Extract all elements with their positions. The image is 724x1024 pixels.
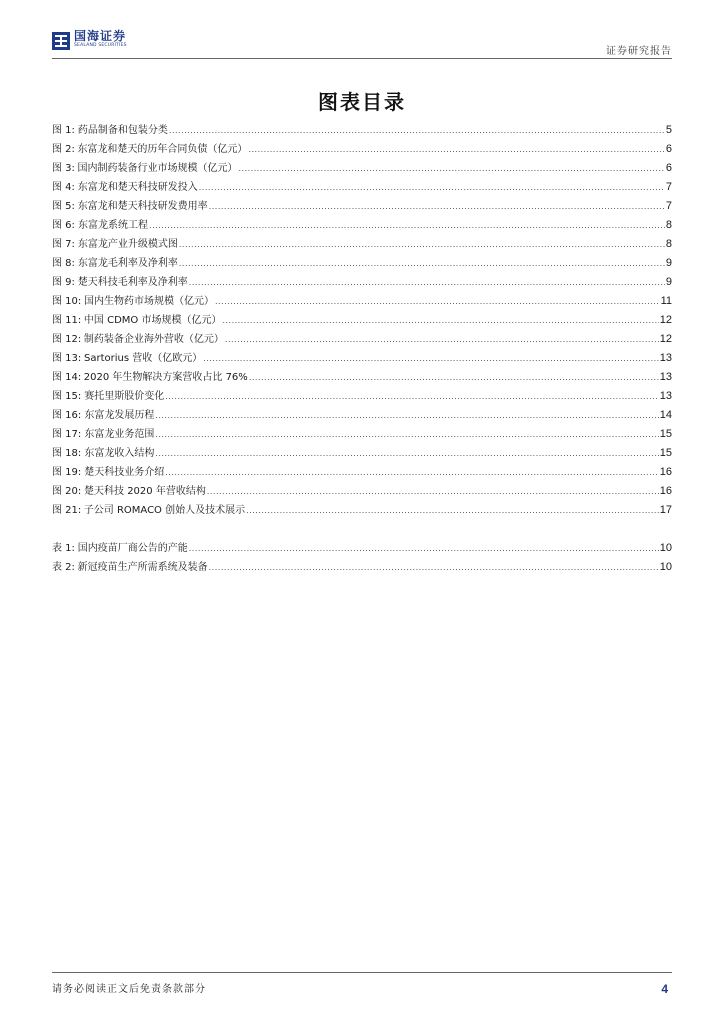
entry-title: 楚天科技 2020 年营收结构 xyxy=(84,486,206,497)
dot-leader xyxy=(249,368,659,387)
entry-page-number: 6 xyxy=(665,162,672,174)
dot-leader xyxy=(179,254,665,273)
entry-page-number: 14 xyxy=(659,409,672,421)
entry-page-number: 17 xyxy=(659,504,672,516)
figure-entry[interactable] xyxy=(52,140,672,159)
entry-label: 图 6: xyxy=(52,220,75,231)
footer-divider xyxy=(52,972,672,973)
company-logo xyxy=(52,30,127,50)
entry-page-number: 15 xyxy=(659,447,672,459)
dot-leader xyxy=(149,216,665,235)
entry-page-number: 9 xyxy=(665,276,672,288)
header-divider xyxy=(52,58,672,59)
entry-label: 图 15: xyxy=(52,391,82,402)
entry-label: 图 11: xyxy=(52,315,82,326)
dot-leader xyxy=(165,463,658,482)
figure-entry[interactable] xyxy=(52,292,672,311)
table-of-figures xyxy=(52,121,672,577)
sealand-logo-icon xyxy=(52,32,70,50)
figure-entry[interactable] xyxy=(52,121,672,140)
entry-label: 图 18: xyxy=(52,448,82,459)
entry-page-number: 13 xyxy=(659,371,672,383)
entry-label: 表 1: xyxy=(52,543,75,554)
dot-leader xyxy=(248,140,664,159)
figure-entry[interactable] xyxy=(52,311,672,330)
page-header xyxy=(52,30,672,60)
entry-label: 图 3: xyxy=(52,163,75,174)
entry-label: 图 12: xyxy=(52,334,82,345)
entry-title: 楚天科技业务介绍 xyxy=(84,467,165,478)
dot-leader xyxy=(179,235,665,254)
entry-page-number: 6 xyxy=(665,143,672,155)
entry-title: 东富龙系统工程 xyxy=(78,220,149,231)
entry-label: 图 13: xyxy=(52,353,82,364)
entry-page-number: 7 xyxy=(665,200,672,212)
entry-label: 图 19: xyxy=(52,467,82,478)
dot-leader xyxy=(189,273,665,292)
entry-page-number: 13 xyxy=(659,352,672,364)
figure-entry[interactable] xyxy=(52,254,672,273)
dot-leader xyxy=(222,311,658,330)
entry-page-number: 9 xyxy=(665,257,672,269)
entry-title: 子公司 ROMACO 创始人及技术展示 xyxy=(83,505,246,516)
entry-title: 楚天科技毛利率及净利率 xyxy=(77,277,188,288)
figure-entry[interactable] xyxy=(52,482,672,501)
entry-page-number: 16 xyxy=(659,485,672,497)
entry-page-number: 8 xyxy=(665,219,672,231)
footer-disclaimer: 请务必阅读正文后免责条款部分 xyxy=(52,984,206,995)
figure-entry[interactable] xyxy=(52,216,672,235)
entry-title: 国内制药装备行业市场规模（亿元） xyxy=(77,163,238,174)
entry-page-number: 13 xyxy=(659,390,672,402)
entry-page-number: 12 xyxy=(659,333,672,345)
dot-leader xyxy=(155,425,658,444)
entry-page-number: 5 xyxy=(665,124,672,136)
figure-list xyxy=(52,121,672,520)
figure-entry[interactable] xyxy=(52,425,672,444)
entry-label: 图 1: xyxy=(52,125,75,136)
dot-leader xyxy=(165,387,658,406)
entry-title: 东富龙和楚天的历年合同负债（亿元） xyxy=(77,144,248,155)
entry-label: 图 10: xyxy=(52,296,82,307)
entry-title: 新冠疫苗生产所需系统及装备 xyxy=(77,562,208,573)
dot-leader xyxy=(225,330,659,349)
entry-page-number: 7 xyxy=(665,181,672,193)
table-entry[interactable] xyxy=(52,539,672,558)
entry-title: Sartorius 营收（亿欧元） xyxy=(84,353,203,364)
dot-leader xyxy=(209,558,659,577)
table-list xyxy=(52,539,672,577)
dot-leader xyxy=(169,121,665,140)
figure-entry[interactable] xyxy=(52,444,672,463)
entry-title: 东富龙业务范围 xyxy=(84,429,155,440)
entry-title: 2020 年生物解决方案营收占比 76% xyxy=(83,372,248,383)
figure-entry[interactable] xyxy=(52,406,672,425)
page-number: 4 xyxy=(661,982,668,996)
figure-entry[interactable] xyxy=(52,159,672,178)
figure-entry[interactable] xyxy=(52,463,672,482)
dot-leader xyxy=(239,159,665,178)
report-type: 证券研究报告 xyxy=(606,46,672,57)
entry-title: 东富龙和楚天科技研发投入 xyxy=(77,182,198,193)
dot-leader xyxy=(155,444,658,463)
entry-title: 国内生物药市场规模（亿元） xyxy=(83,296,214,307)
entry-page-number: 8 xyxy=(665,238,672,250)
entry-page-number: 10 xyxy=(659,561,672,573)
figure-entry[interactable] xyxy=(52,368,672,387)
entry-title: 中国 CDMO 市场规模（亿元） xyxy=(83,315,222,326)
figure-entry[interactable] xyxy=(52,330,672,349)
entry-label: 图 14: xyxy=(52,372,82,383)
entry-title: 东富龙和楚天科技研发费用率 xyxy=(77,201,208,212)
entry-label: 图 4: xyxy=(52,182,75,193)
entry-title: 国内疫苗厂商公告的产能 xyxy=(77,543,188,554)
dot-leader xyxy=(209,197,665,216)
entry-label: 图 7: xyxy=(52,239,75,250)
entry-label: 图 16: xyxy=(52,410,82,421)
entry-page-number: 15 xyxy=(659,428,672,440)
entry-label: 图 9: xyxy=(52,277,75,288)
figure-entry[interactable] xyxy=(52,349,672,368)
figure-entry[interactable] xyxy=(52,235,672,254)
entry-page-number: 12 xyxy=(659,314,672,326)
entry-title: 药品制备和包装分类 xyxy=(77,125,168,136)
entry-label: 图 5: xyxy=(52,201,75,212)
logo-chinese-name: 国海证券 xyxy=(74,29,127,43)
figure-entry[interactable] xyxy=(52,387,672,406)
figure-entry[interactable] xyxy=(52,501,672,520)
table-entry[interactable] xyxy=(52,558,672,577)
entry-page-number: 10 xyxy=(659,542,672,554)
entry-title: 东富龙产业升级模式图 xyxy=(77,239,178,250)
figure-entry[interactable] xyxy=(52,178,672,197)
logo-english-name: SEALAND SECURITIES xyxy=(74,43,127,48)
entry-label: 图 17: xyxy=(52,429,82,440)
entry-label: 表 2: xyxy=(52,562,75,573)
dot-leader xyxy=(207,482,659,501)
entry-title: 赛托里斯股价变化 xyxy=(84,391,165,402)
page-title: 图表目录 xyxy=(318,90,406,114)
entry-title: 制药装备企业海外营收（亿元） xyxy=(83,334,224,345)
entry-page-number: 16 xyxy=(659,466,672,478)
entry-title: 东富龙发展历程 xyxy=(84,410,155,421)
entry-label: 图 20: xyxy=(52,486,82,497)
dot-leader xyxy=(215,292,660,311)
figure-entry[interactable] xyxy=(52,197,672,216)
entry-title: 东富龙收入结构 xyxy=(84,448,155,459)
dot-leader xyxy=(155,406,658,425)
entry-title: 东富龙毛利率及净利率 xyxy=(77,258,178,269)
entry-page-number: 11 xyxy=(660,295,672,307)
entry-label: 图 8: xyxy=(52,258,75,269)
dot-leader xyxy=(203,349,658,368)
section-gap xyxy=(52,520,672,539)
dot-leader xyxy=(246,501,659,520)
entry-label: 图 2: xyxy=(52,144,75,155)
dot-leader xyxy=(189,539,659,558)
figure-entry[interactable] xyxy=(52,273,672,292)
dot-leader xyxy=(199,178,665,197)
entry-label: 图 21: xyxy=(52,505,82,516)
